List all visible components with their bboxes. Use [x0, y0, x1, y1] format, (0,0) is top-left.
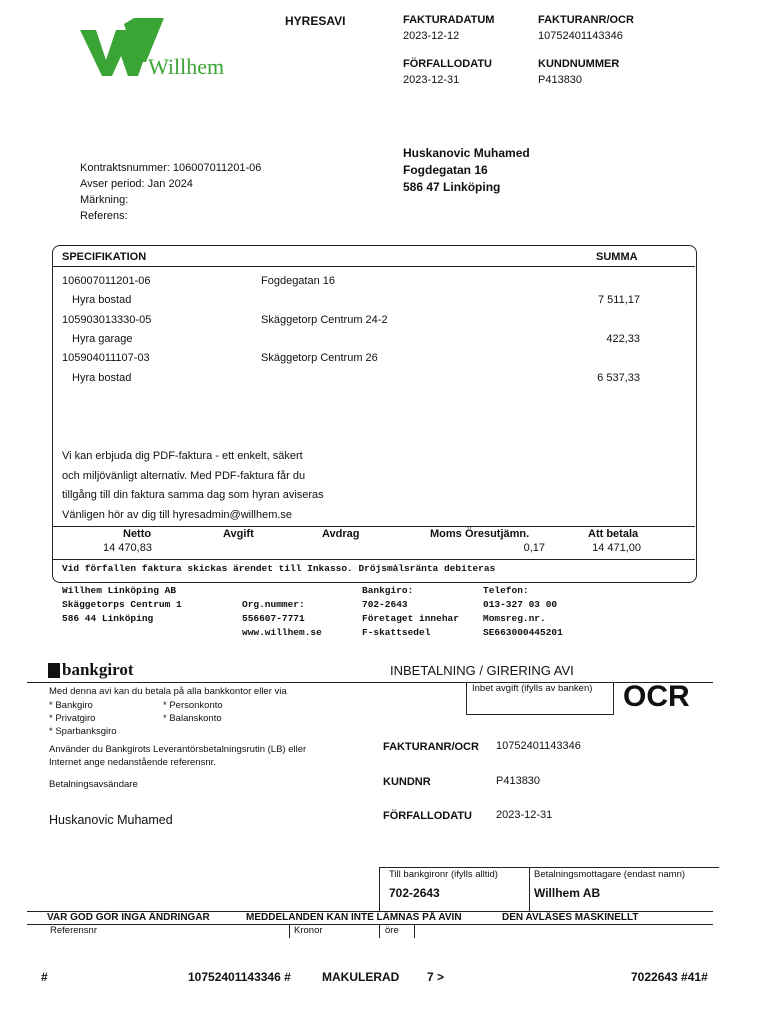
company-line: 702-2643: [362, 599, 408, 610]
contract-info: [80, 160, 261, 224]
payment-option: * Personkonto: [163, 700, 223, 711]
spec-row-amount: 422,33: [606, 333, 640, 345]
customer-number-label: KUNDNUMMER: [538, 58, 620, 70]
company-line: F-skattsedel: [362, 627, 431, 638]
warning-no-changes: VAR GOD GÖR INGA ÄNDRINGAR: [47, 912, 210, 923]
spec-row-address: Fogdegatan 16: [261, 275, 336, 287]
att-betala-label: Att betala: [588, 528, 639, 540]
contract-line: Märkning:: [80, 194, 129, 206]
oresutjamn-label: Öresutjämn.: [465, 528, 530, 540]
company-line: Momsreg.nr.: [483, 613, 546, 624]
payment-option: * Sparbanksgiro: [49, 726, 117, 737]
company-line: www.willhem.se: [242, 627, 322, 638]
company-line: Willhem Linköping AB: [62, 585, 177, 596]
ocr-number: 10752401143346: [538, 30, 623, 42]
divider: [53, 559, 695, 560]
due-date-label: FÖRFALLODATU: [403, 58, 493, 70]
giro-info: Med denna avi kan du betala på alla bankkontor eller via: [49, 686, 287, 697]
giro-ocr: 10752401143346: [496, 740, 581, 752]
promo-line: och miljövänligt alternativ. Med PDF-faktura får du: [62, 469, 306, 482]
netto-label: Netto: [123, 528, 152, 540]
divider: [53, 526, 695, 527]
divider: [379, 867, 719, 868]
giro-due: 2023-12-31: [496, 809, 553, 821]
att-betala-value: 14 471,00: [592, 542, 641, 554]
willhem-logo: [80, 18, 230, 83]
ocr-status: MAKULERAD: [322, 970, 400, 984]
divider: [379, 867, 380, 912]
recipient-street: Fogdegatan 16: [403, 163, 488, 177]
ocr-label: FAKTURANR/OCR: [538, 14, 634, 26]
avdrag-label: Avdrag: [322, 528, 360, 540]
bankgirot-logo-icon: [48, 663, 60, 678]
spec-row-contract: 105903013330-05: [62, 314, 152, 326]
avgift-label: Avgift: [223, 528, 254, 540]
fee-box-left: [466, 682, 467, 714]
sender-name: Huskanovic Muhamed: [49, 813, 173, 827]
spec-row-address: Skäggetorp Centrum 24-2: [261, 314, 388, 326]
divider: [289, 924, 290, 938]
to-bankgiro: 702-2643: [389, 886, 440, 900]
warning-no-messages: MEDDELANDEN KAN INTE LÄMNAS PÅ AVIN: [246, 912, 462, 923]
company-org: [242, 598, 322, 640]
spec-header: SPECIFIKATION: [62, 251, 147, 263]
divider: [414, 924, 415, 938]
company-line: Bankgiro:: [362, 585, 414, 596]
spec-row-amount: 7 511,17: [597, 294, 640, 306]
company-line: Företaget innehar: [362, 613, 459, 624]
company-line: 013-327 03 00: [483, 599, 558, 610]
moms-label: Moms: [430, 528, 462, 540]
customer-number: P413830: [538, 74, 583, 86]
recipient-address: [403, 145, 530, 196]
company-line: SE663000445201: [483, 627, 563, 638]
divider: [529, 867, 530, 912]
spec-row-address: Skäggetorp Centrum 26: [261, 352, 378, 364]
divider: [53, 266, 695, 267]
fee-box-bottom: [466, 714, 614, 715]
promo-line: Vänligen hör av dig till hyresadmin@willhem.se: [62, 508, 293, 521]
contract-line: Kontraktsnummer: 106007011201-06: [80, 162, 262, 174]
promo-line: tillgång till din faktura samma dag som hyran aviseras: [62, 489, 324, 501]
bankgirot-logo-text: bankgirot: [62, 660, 134, 679]
payee: Willhem AB: [534, 886, 601, 900]
payee-label: Betalningsmottagare (endast namn): [534, 869, 686, 880]
contract-line: Avser period: Jan 2024: [80, 178, 193, 190]
company-address: [62, 584, 182, 626]
payment-option: * Bankgiro: [49, 700, 93, 711]
company-line: 586 44 Linköping: [62, 613, 154, 624]
spec-row-item: Hyra bostad: [72, 294, 132, 306]
spec-row-contract: 106007011201-06: [62, 275, 151, 287]
giro-title: INBETALNING / GIRERING AVI: [390, 663, 574, 678]
fee-label: Inbet avgift (ifylls av banken): [472, 683, 593, 694]
company-line: Org.nummer:: [242, 599, 305, 610]
reference-label: Referensnr: [50, 925, 97, 936]
ore-label: öre: [385, 925, 399, 936]
payment-options-right: [163, 699, 223, 725]
promo-line: Vi kan erbjuda dig PDF-faktura - ett enkelt, säkert: [62, 450, 303, 462]
spec-row-item: Hyra garage: [72, 333, 133, 345]
due-date: 2023-12-31: [403, 74, 460, 86]
spec-row-item: Hyra bostad: [72, 372, 132, 384]
sum-header: SUMMA: [596, 251, 638, 263]
lb-info: [49, 743, 306, 769]
doc-type: HYRESAVI: [285, 14, 346, 28]
brand-name: Willhem: [148, 54, 225, 79]
to-bankgiro-label: Till bankgironr (ifylls alltid): [389, 869, 498, 880]
spec-row-contract: 105904011107-03: [62, 352, 150, 364]
divider: [27, 924, 713, 925]
ocr-reference: 10752401143346 #: [188, 970, 291, 984]
company-bankgiro: [362, 584, 459, 640]
giro-kundnr-label: KUNDNR: [383, 776, 431, 788]
recipient-city: 586 47 Linköping: [403, 180, 501, 194]
company-line: 556607-7771: [242, 613, 305, 624]
giro-ocr-label: FAKTURANR/OCR: [383, 741, 479, 753]
pdf-invoice-promo: [62, 447, 324, 525]
lb-info-line: Använder du Bankgirots Leverantörsbetalningsrutin (LB) eller: [49, 744, 307, 755]
late-payment-notice: Vid förfallen faktura skickas ärendet till Inkasso. Dröjsmålsränta debiteras: [62, 563, 496, 574]
recipient-name: Huskanovic Muhamed: [403, 146, 530, 160]
bankgirot-logo: [48, 660, 134, 680]
spec-row-amount: 6 537,33: [597, 372, 640, 384]
oresutjamn-value: 0,17: [523, 542, 545, 554]
company-phone: [483, 584, 563, 640]
contract-line: Referens:: [80, 210, 128, 222]
payment-option: * Balanskonto: [163, 713, 222, 724]
invoice-date-label: FAKTURADATUM: [403, 14, 495, 26]
willhem-logo-icon: [80, 18, 230, 80]
warning-machine-read: DEN AVLÄSES MASKINELLT: [502, 912, 639, 923]
payment-option: * Privatgiro: [49, 713, 96, 724]
payment-options-left: [49, 699, 117, 738]
giro-due-label: FÖRFALLODATU: [383, 810, 473, 822]
company-line: Telefon:: [483, 585, 529, 596]
netto-value: 14 470,83: [103, 542, 152, 554]
ocr-mark: OCR: [623, 680, 690, 713]
invoice-date: 2023-12-12: [403, 30, 460, 42]
ocr-check: 7 >: [427, 970, 445, 984]
giro-kundnr: P413830: [496, 775, 541, 787]
ocr-hash: #: [41, 970, 48, 984]
divider: [379, 924, 380, 938]
divider: [27, 682, 713, 683]
sender-label: Betalningsavsändare: [49, 779, 138, 790]
lb-info-line: Internet ange nedanstående referensnr.: [49, 757, 216, 768]
kronor-label: Kronor: [294, 925, 323, 936]
company-line: Skäggetorps Centrum 1: [62, 599, 182, 610]
fee-box-right: [613, 682, 614, 714]
ocr-bankgiro: 7022643 #41#: [631, 970, 708, 984]
